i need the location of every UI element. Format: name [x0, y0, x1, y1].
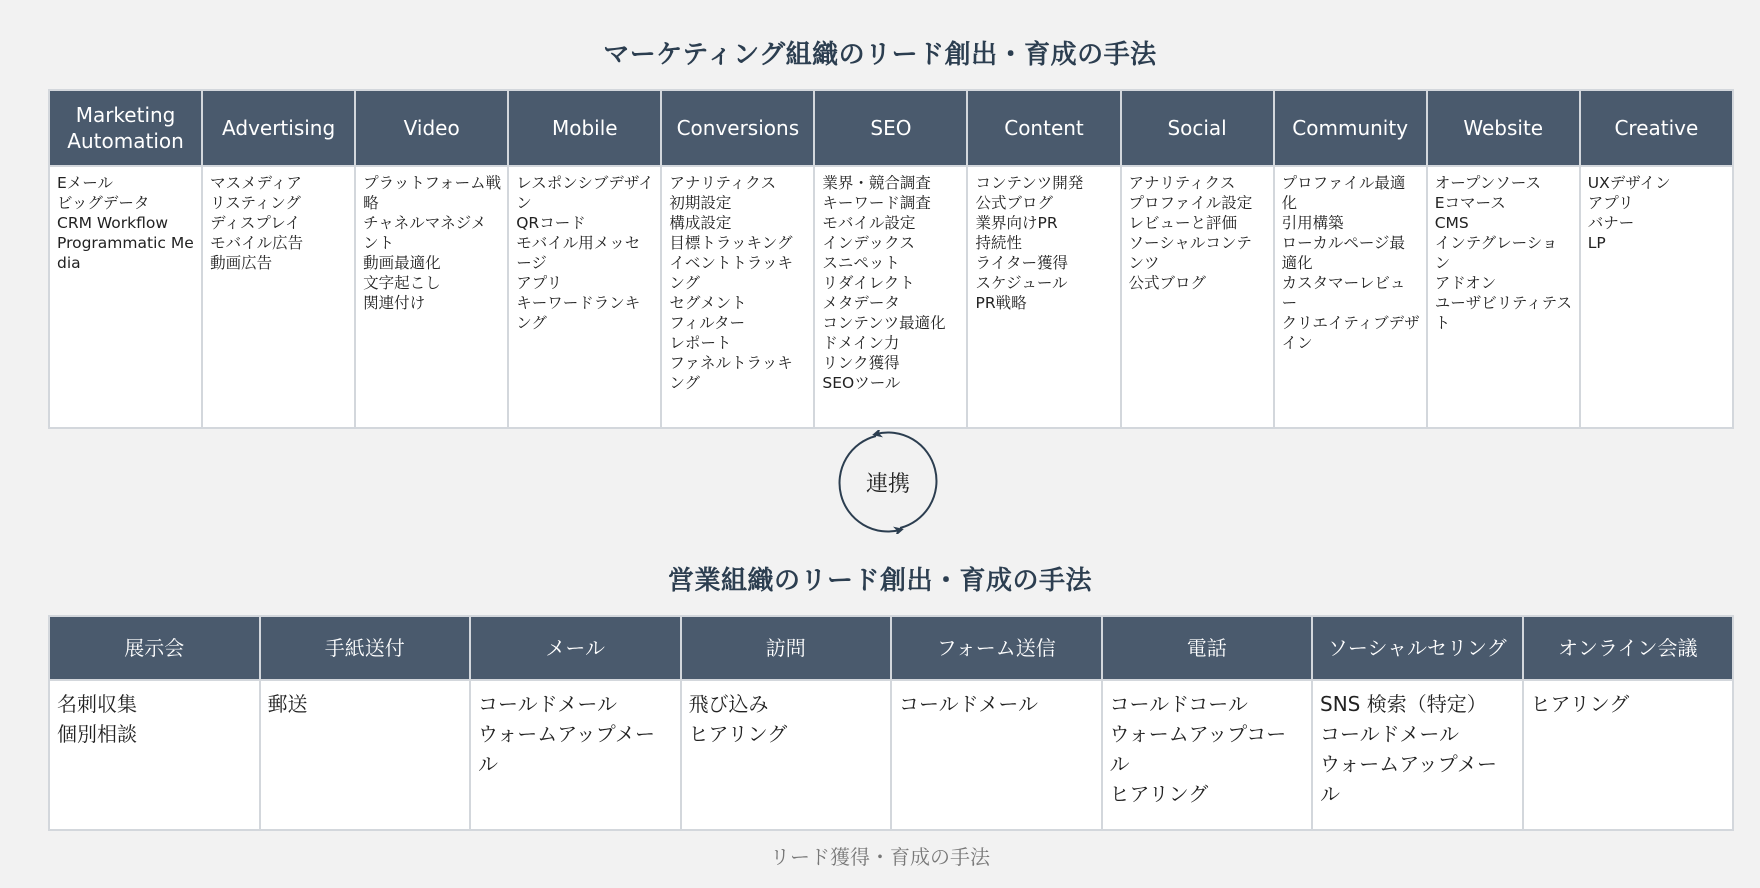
marketing-section-title: マーケティング組織のリード創出・育成の手法: [603, 40, 1157, 70]
method-item: 構成設定: [669, 214, 732, 232]
method-item: 文字起こし: [363, 274, 441, 292]
sales-header-cell: 手紙送付: [260, 616, 471, 680]
method-item: コンテンツ開発: [975, 174, 1084, 192]
sales-items-cell: [891, 680, 1102, 830]
marketing-items-cell: [1427, 166, 1580, 428]
method-item: レスポンシブデザイン: [516, 174, 654, 212]
method-item: ウォームアップコール: [1109, 722, 1287, 776]
marketing-header-cell: Website: [1427, 90, 1580, 166]
method-item: コールドコール: [1109, 692, 1248, 716]
method-item: ソーシャルコンテンツ: [1128, 234, 1252, 272]
method-item: プロファイル設定: [1128, 194, 1253, 212]
method-item: 動画最適化: [363, 254, 441, 272]
method-item: プロファイル最適化: [1281, 174, 1406, 212]
marketing-items-cell: [967, 166, 1120, 428]
marketing-items-cell: [1121, 166, 1274, 428]
sales-header-cell: ソーシャルセリング: [1312, 616, 1523, 680]
marketing-items-cell: [814, 166, 967, 428]
marketing-items-cell: [508, 166, 661, 428]
method-item: Eメール: [57, 174, 113, 192]
marketing-items-cell: [202, 166, 355, 428]
method-item: ヒアリング: [1530, 692, 1630, 716]
method-item: ヒアリング: [1109, 782, 1209, 806]
method-item: Eコマース: [1434, 194, 1506, 212]
sales-items-cell: [681, 680, 892, 830]
method-item: ウォームアップメール: [478, 722, 655, 776]
marketing-header-row: [49, 90, 1733, 166]
method-item: インデックス: [822, 234, 915, 252]
marketing-header-cell: Creative: [1580, 90, 1733, 166]
method-item: キーワードランキング: [516, 294, 641, 332]
sales-items-cell: [1523, 680, 1734, 830]
method-item: ファネルトラッキング: [669, 354, 793, 392]
footer-caption: リード獲得・育成の手法: [770, 845, 990, 869]
method-item: アプリ: [516, 274, 563, 292]
method-item: 引用構築: [1281, 214, 1344, 232]
method-item: コールドメール: [899, 692, 1038, 716]
method-item: リスティング: [210, 194, 301, 212]
method-item: ウォームアップメール: [1320, 752, 1497, 806]
method-item: Programmatic Media: [57, 234, 194, 272]
sales-items-cell: [1312, 680, 1523, 830]
method-item: ディスプレイ: [210, 214, 301, 232]
method-item: プラットフォーム戦略: [363, 174, 502, 212]
marketing-header-cell: Conversions: [661, 90, 814, 166]
method-item: スニペット: [822, 254, 900, 272]
method-item: コンテンツ最適化: [822, 314, 946, 332]
method-item: LP: [1587, 234, 1606, 252]
method-item: コールドメール: [478, 692, 617, 716]
method-item: SEOツール: [822, 374, 901, 392]
sales-header-cell: フォーム送信: [891, 616, 1102, 680]
method-item: モバイル広告: [210, 234, 304, 252]
method-item: 個別相談: [57, 722, 137, 746]
method-item: オープンソース: [1434, 174, 1542, 192]
method-item: メタデータ: [822, 294, 900, 312]
sales-items-cell: [49, 680, 260, 830]
method-item: チャネルマネジメント: [363, 214, 487, 252]
marketing-header-cell: Advertising: [202, 90, 355, 166]
method-item: ヒアリング: [688, 722, 788, 746]
method-item: コールドメール: [1320, 722, 1459, 746]
method-item: フィルター: [669, 314, 745, 332]
sales-header-cell: 電話: [1102, 616, 1313, 680]
sales-items-cell: [470, 680, 681, 830]
method-item: モバイル設定: [822, 214, 916, 232]
method-item: キーワード調査: [822, 194, 931, 212]
method-item: 飛び込み: [688, 692, 769, 716]
method-item: ドメイン力: [822, 334, 900, 352]
method-item: 目標トラッキング: [669, 234, 793, 252]
link-cycle: [836, 430, 940, 534]
method-item: QRコード: [516, 214, 586, 232]
marketing-items-cell: [49, 166, 202, 428]
marketing-methods-table: [48, 89, 1734, 429]
method-item: 持続性: [975, 234, 1022, 252]
method-item: CMS: [1434, 214, 1469, 232]
marketing-items-cell: [661, 166, 814, 428]
method-item: 業界向けPR: [975, 214, 1058, 232]
method-item: スケジュール: [975, 274, 1068, 292]
sales-header-cell: 訪問: [681, 616, 892, 680]
marketing-items-cell: [355, 166, 508, 428]
method-item: CRM Workflow: [57, 214, 169, 232]
method-item: ユーザビリティテスト: [1434, 294, 1573, 332]
method-item: 関連付け: [363, 294, 426, 312]
method-item: モバイル用メッセージ: [516, 234, 641, 272]
method-item: 公式ブログ: [975, 194, 1053, 212]
sales-items-row: [49, 680, 1733, 830]
method-item: インテグレーション: [1434, 234, 1558, 272]
marketing-header-cell: Content: [967, 90, 1120, 166]
marketing-header-cell: Video: [355, 90, 508, 166]
marketing-header-cell: Social: [1121, 90, 1274, 166]
marketing-header-cell: SEO: [814, 90, 967, 166]
method-item: セグメント: [669, 294, 747, 312]
sales-section-title: 営業組織のリード創出・育成の手法: [667, 566, 1092, 596]
marketing-header-cell: Marketing Automation: [49, 90, 202, 166]
method-item: ローカルページ最適化: [1281, 234, 1406, 272]
method-item: 動画広告: [210, 254, 273, 272]
sales-items-cell: [260, 680, 471, 830]
marketing-items-row: [49, 166, 1733, 428]
method-item: アナリティクス: [1128, 174, 1236, 192]
sales-header-row: [49, 616, 1733, 680]
marketing-items-cell: [1274, 166, 1427, 428]
sales-items-cell: [1102, 680, 1313, 830]
marketing-header-cell: Community: [1274, 90, 1427, 166]
method-item: レビューと評価: [1128, 214, 1238, 232]
method-item: PR戦略: [975, 294, 1027, 312]
sales-header-cell: メール: [470, 616, 681, 680]
sales-methods-table: [48, 615, 1734, 831]
method-item: アナリティクス: [669, 174, 777, 192]
method-item: イベントトラッキング: [669, 254, 794, 292]
method-item: リンク獲得: [822, 354, 900, 372]
link-label: 連携: [865, 472, 910, 497]
method-item: 公式ブログ: [1128, 274, 1207, 292]
method-item: アプリ: [1587, 194, 1634, 212]
method-item: バナー: [1587, 214, 1635, 232]
marketing-items-cell: [1580, 166, 1733, 428]
method-item: 初期設定: [669, 194, 732, 212]
method-item: マスメディア: [210, 174, 302, 192]
method-item: カスタマーレビュー: [1281, 274, 1406, 312]
method-item: リダイレクト: [822, 274, 915, 292]
method-item: SNS 検索（特定）: [1320, 692, 1487, 716]
marketing-header-cell: Mobile: [508, 90, 661, 166]
method-item: 郵送: [267, 692, 308, 716]
method-item: アドオン: [1434, 274, 1497, 292]
sales-header-cell: 展示会: [49, 616, 260, 680]
method-item: レポート: [669, 334, 732, 352]
method-item: UXデザイン: [1587, 174, 1671, 192]
sales-header-cell: オンライン会議: [1523, 616, 1734, 680]
method-item: 業界・競合調査: [822, 174, 931, 192]
method-item: クリエイティブデザイン: [1281, 314, 1420, 352]
method-item: 名刺収集: [57, 692, 137, 716]
method-item: ビッグデータ: [57, 194, 150, 212]
method-item: ライター獲得: [975, 254, 1069, 272]
